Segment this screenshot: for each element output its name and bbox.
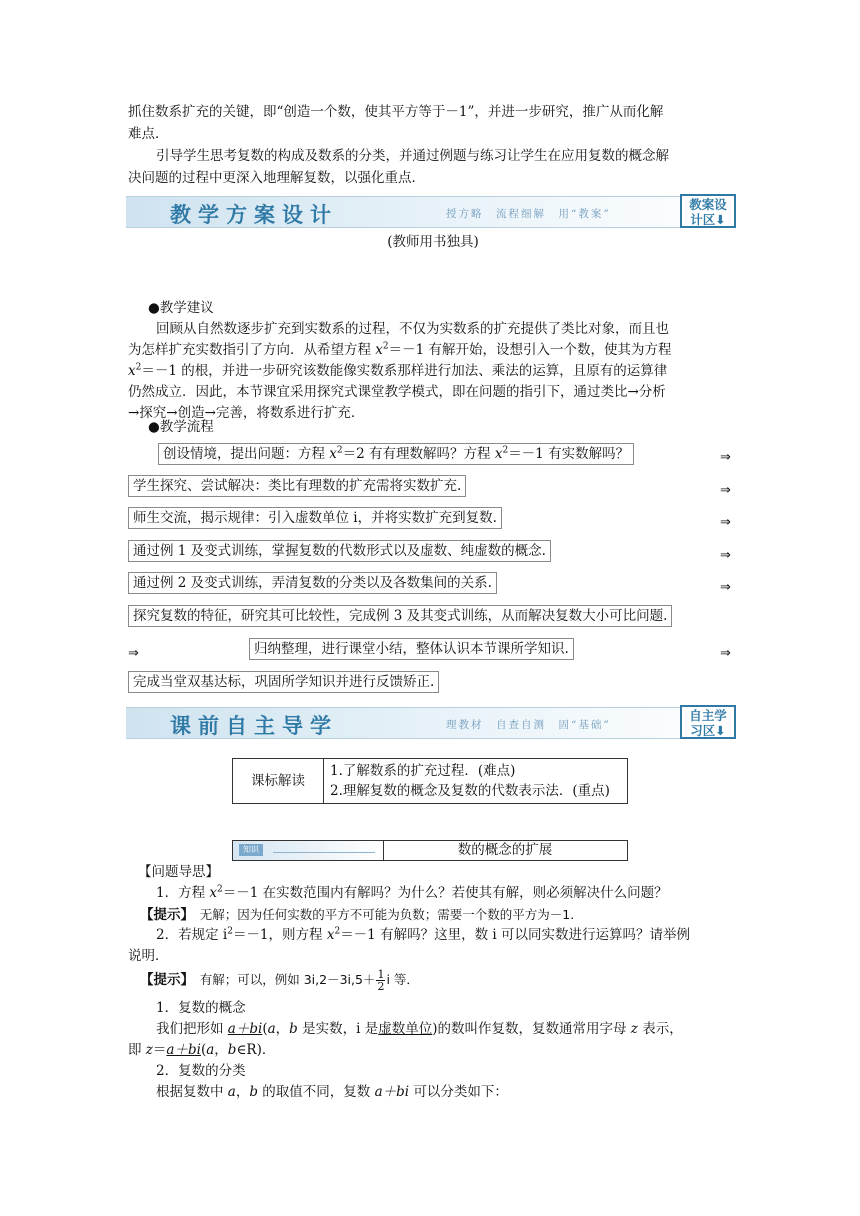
knowledge-bar-decoration <box>233 841 384 860</box>
flow-step: 学生探究、尝试解决：类比有理数的扩充需将实数扩充. <box>128 475 466 497</box>
standard-item: 1.了解数系的扩充过程．(难点) <box>330 763 516 779</box>
knowledge-tag: 知识 <box>239 844 263 856</box>
intro-line: 引导学生思考复数的构成及数系的分类，并通过例题与练习让学生在应用复数的概念解 <box>156 148 669 164</box>
flow-step: 通过例 1 及变式训练，掌握复数的代数形式以及虚数、纯虚数的概念. <box>128 540 551 562</box>
flow-arrow: ⇒ <box>720 515 731 530</box>
flow-step: 创设情境，提出问题：方程 $x^2=2$ 有有理数解吗？方程 $x^2=-1$ 有实数解吗？ <box>158 443 634 465</box>
concept-line: 我们把形如 a＋bi(a，b 是实数，i 是虚数单位)的数叫作复数，复数通常用字母 z 表示， <box>156 1021 683 1037</box>
flow-arrow: ⇒ <box>128 646 139 661</box>
section-heading: 【问题导思】 <box>138 864 219 880</box>
intro-line: 难点． <box>128 126 169 142</box>
curriculum-standard-table <box>232 758 628 804</box>
flow-arrow: ⇒ <box>720 580 731 595</box>
question-line: 1．方程 $x^2=-1$ 在实数范围内有解吗？为什么？若使其有解，则必须解决什么问题？ <box>156 884 668 901</box>
flow-step: 归纳整理，进行课堂小结，整体认识本节课所学知识. <box>249 638 574 660</box>
knowledge-title: 数的概念的扩展 <box>457 842 553 858</box>
teacher-only-note: (教师用书独具) <box>387 234 479 250</box>
badge-line: 计区⬇ <box>690 212 726 227</box>
flow-step: 通过例 2 及变式训练，弄清复数的分类以及各数集间的关系. <box>128 572 497 594</box>
flow-arrow: ⇒ <box>720 450 731 465</box>
suggestion-line: →探究→创造→完善，将数系进行扩充． <box>128 405 365 421</box>
knowledge-bar-line <box>273 852 375 853</box>
concept-line: 即 z＝a＋bi(a，b∈R)． <box>128 1042 276 1058</box>
flow-arrow: ⇒ <box>720 548 731 563</box>
banner-badge <box>680 194 736 228</box>
question-line: 说明． <box>128 948 169 964</box>
banner-badge <box>680 705 736 739</box>
table-label: 课标解读 <box>233 759 324 804</box>
hint-label: 【提示】 <box>140 907 188 923</box>
hint-label: 【提示】 <box>140 972 188 988</box>
banner-title: 课前自主导学 <box>170 713 338 738</box>
standard-item: 2.理解复数的概念及复数的代数表示法．(重点) <box>330 783 610 799</box>
suggestion-line: $x^2=-1$ 的根，并进一步研究该数能像实数系那样进行加法、乘法的运算，且原有的运算律 <box>128 362 668 379</box>
flow-step: 完成当堂双基达标，巩固所学知识并进行反馈矫正. <box>128 671 439 693</box>
section-banner-teaching-plan <box>126 196 736 228</box>
suggestion-line: 回顾从自然数逐步扩充到实数系的过程，不仅为实数系的扩充提供了类比对象，而且也 <box>156 321 669 337</box>
subheading: 2．复数的分类 <box>156 1063 246 1079</box>
badge-line: 自主学 <box>689 708 727 723</box>
flow-arrow: ⇒ <box>720 646 731 661</box>
suggestion-line: 仍然成立．因此，本节课宜采用探究式课堂教学模式，即在问题的指引下，通过类比→分析 <box>128 384 666 400</box>
flow-arrow: ⇒ <box>720 483 731 498</box>
classify-line: 根据复数中 a，b 的取值不同，复数 a＋bi 可以分类如下： <box>156 1084 508 1100</box>
intro-line: 决问题的过程中更深入地理解复数，以强化重点． <box>128 170 425 186</box>
subheading: 1．复数的概念 <box>156 1000 246 1016</box>
banner-slogan: 理教材 自查自测 固“基础” <box>446 719 611 731</box>
badge-line: 习区⬇ <box>690 723 726 738</box>
suggestion-line: 为怎样扩充实数指引了方向．从希望方程 $x^2=-1$ 有解开始，设想引入一个数，使其为方程 <box>128 341 672 358</box>
hint-line: 【提示】 有解；可以，例如 3i,2－3i,5＋ $\frac{1}{2}$ i 等． <box>140 968 419 993</box>
hint-line: 【提示】 无解；因为任何实数的平方不可能为负数；需要一个数的平方为－1. <box>140 907 575 923</box>
banner-slogan: 授方略 流程细解 用“教案” <box>446 208 611 220</box>
banner-title: 教学方案设计 <box>170 202 338 227</box>
question-line: 2．若规定 $i^2=-1$，则方程 $x^2=-1$ 有解吗？这里，数 i 可以同实数进行运算吗？请举例 <box>156 926 690 943</box>
badge-line: 教案设 <box>689 197 727 212</box>
section-heading: ●教学流程 <box>148 419 214 435</box>
flow-step: 探究复数的特征，研究其可比较性，完成例 3 及其变式训练，从而解决复数大小可比问题. <box>128 605 672 627</box>
section-heading: ●教学建议 <box>148 300 214 316</box>
flow-step: 师生交流，揭示规律：引入虚数单位 i，并将实数扩充到复数. <box>128 507 502 529</box>
fraction: $\frac{1}{2}$ <box>377 968 385 993</box>
table-content <box>324 759 628 804</box>
knowledge-bar <box>232 840 628 861</box>
intro-line: 抓住数系扩充的关键，即“创造一个数，使其平方等于－1”，并进一步研究，推广从而化解 <box>128 104 664 120</box>
section-banner-self-study <box>126 707 736 739</box>
